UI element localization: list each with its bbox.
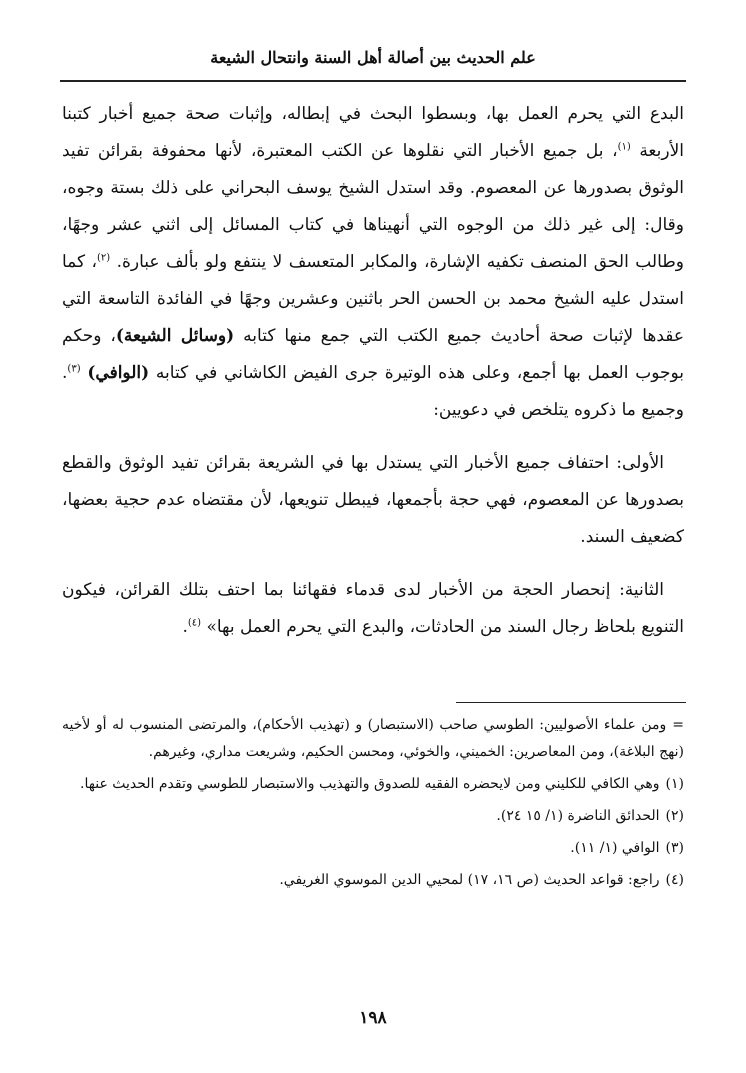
footnote-ref-2: (٢) [96,252,111,264]
footnote-marker: = [672,717,684,733]
footnote-3 [62,835,684,862]
footnote-continued [62,712,684,766]
paragraph-1-part-1: البدع التي يحرم العمل بها، وبسطوا البحث في إبطاله، وإثبات صحة جميع أخبار كتبنا الأربعة [62,104,684,161]
paragraph-3-end: . [182,617,188,637]
paragraph-1-part-5: . وجميع ما ذكروه يتلخص في دعويين: [62,363,684,420]
footnote-text: ومن علماء الأصوليين: الطوسي صاحب (الاستبصار) و (تهذيب الأحكام)، والمرتضى المنسوب له أو لأخيه (نهج البلاغة)، ومن المعاصرين: الخميني، والخوئي، ومحسن الحكيم، وشريعت مداري، وغيرهم. [62,717,684,760]
paragraph-1-part-2: ، بل جميع الأخبار التي نقلوها عن الكتب المعتبرة، لأنها محفوفة بقرائن تفيد الوثوق بصدورها عن المعصوم. وقد استدل الشيخ يوسف البحراني على ذلك بستة وجوه، وقال: إلى غير ذلك من الوجوه التي أنهيناها في كتاب المسائل إلى اثني عشر وجهًا، وطالب الحق المنصف تكفيه الإشارة، والمكابر المتعسف لا ينتفع ولو بألف عبارة. [62,141,684,272]
footnote-separator [456,702,686,703]
paragraph-3-text: الثانية: إنحصار الحجة من الأخبار لدى قدماء فقهائنا بما احتف بتلك القرائن، فيكون التنويع بلحاظ رجال السند من الحادثات، والبدع التي يحرم العمل بها» [62,580,684,637]
book-title-wasail: (وسائل الشيعة) [115,326,235,346]
paragraph-1-part-4: ، وحكم بوجوب العمل بها أجمع، وعلى هذه الوتيرة جرى الفيض الكاشاني في كتابه [62,326,685,383]
footnote-number: (١) [665,776,684,792]
footnote-ref-1: (١) [617,141,631,153]
footnote-2 [62,803,684,830]
footnotes [62,712,684,894]
footnote-4 [62,867,684,894]
footnote-text: الحدائق الناضرة (١/ ١٥ ٢٤). [496,808,660,824]
paragraph-1-part-3: ، كما استدل عليه الشيخ محمد بن الحسن الحر باثنين وعشرين وجهًا في الفائدة التاسعة التي عقدها لإثبات صحة أحاديث جميع الكتب التي جمع منها كتابه [62,252,685,346]
main-text [62,96,684,646]
paragraph-1 [62,96,684,429]
page-number: ١٩٨ [359,1008,387,1028]
footnote-text: الوافي (١/ ١١). [570,840,660,856]
book-title-wafi: (الوافي) [87,363,150,383]
header-rule [60,80,686,82]
footnote-ref-4: (٤) [187,617,202,629]
footnote-number: (٤) [665,872,684,888]
paragraph-2 [62,445,684,556]
footnote-number: (٣) [665,840,684,856]
paragraph-3 [62,572,684,646]
footnote-number: (٢) [665,808,684,824]
footnote-text: راجع: قواعد الحديث (ص ١٦، ١٧) لمحيي الدين الموسوي الغريفي. [279,872,660,888]
footnote-ref-3: (٣) [67,363,81,375]
footnote-1 [62,771,684,798]
paragraph-2-text: الأولى: احتفاف جميع الأخبار التي يستدل بها في الشريعة بقرائن تفيد الوثوق والقطع بصدورها عن المعصوم، فهي حجة بأجمعها، فيبطل تنويعها، لأن مقتضاه عدم حجية بعضها، كضعيف السند. [62,453,684,547]
footnote-text: وهي الكافي للكليني ومن لايحضره الفقيه للصدوق والتهذيب والاستبصار للطوسي وتقدم الحديث عنها. [80,776,660,792]
running-header: علم الحديث بين أصالة أهل السنة وانتحال الشيعة [210,48,536,67]
